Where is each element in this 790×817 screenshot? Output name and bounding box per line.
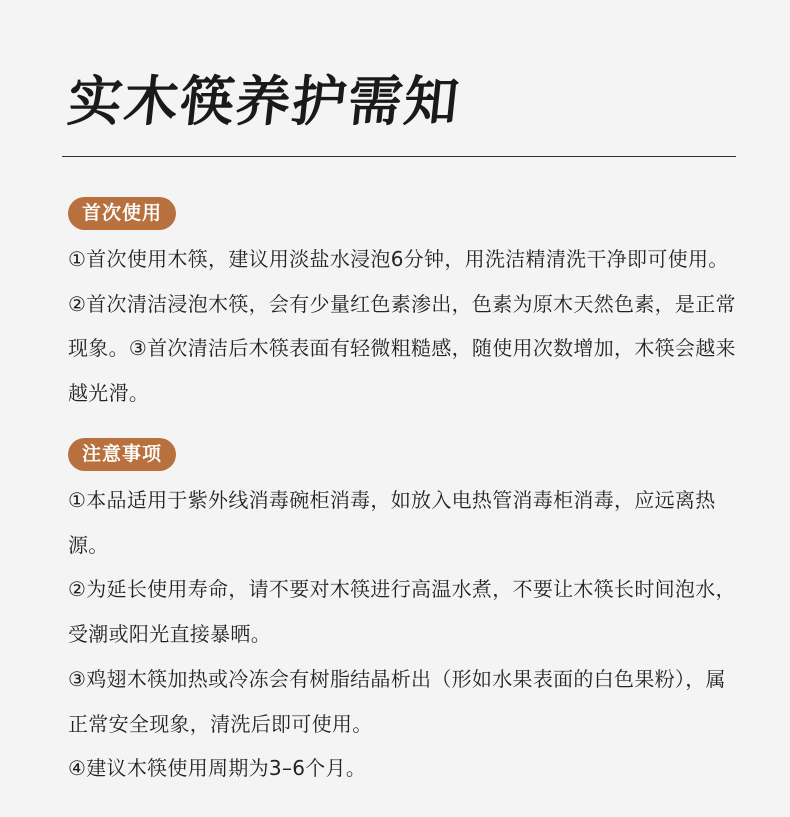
notice-item-1: ①本品适用于紫外线消毒碗柜消毒，如放入电热管消毒柜消毒，应远离热源。: [68, 488, 716, 557]
page-title: 实木筷养护需知: [64, 70, 464, 133]
title-divider: [62, 156, 736, 157]
notice-list: [68, 478, 738, 791]
first-use-section: [68, 197, 738, 416]
notice-label: 注意事项: [68, 438, 176, 471]
notice-item-4: ④建议木筷使用周期为3–6个月。: [68, 756, 367, 781]
notice-item-2: ②为延长使用寿命，请不要对木筷进行高温水煮，不要让木筷长时间泡水，受潮或阳光直接暴晒。: [68, 577, 736, 647]
first-use-label: 首次使用: [68, 197, 176, 230]
notice-item-3: ③鸡翅木筷加热或冷冻会有树脂结晶析出（形如水果表面的白色果粉），属正常安全现象，清洗后即可使用。: [68, 666, 726, 736]
notice-section: [68, 438, 738, 791]
first-use-text: ①首次使用木筷，建议用淡盐水浸泡6分钟，用洗洁精清洗干净即可使用。②首次清洁浸泡木筷，会有少量红色素渗出，色素为原木天然色素，是正常现象。③首次清洁后木筷表面有轻微粗糙感，随使用次数增加，木筷会越来越光滑。: [68, 247, 736, 406]
